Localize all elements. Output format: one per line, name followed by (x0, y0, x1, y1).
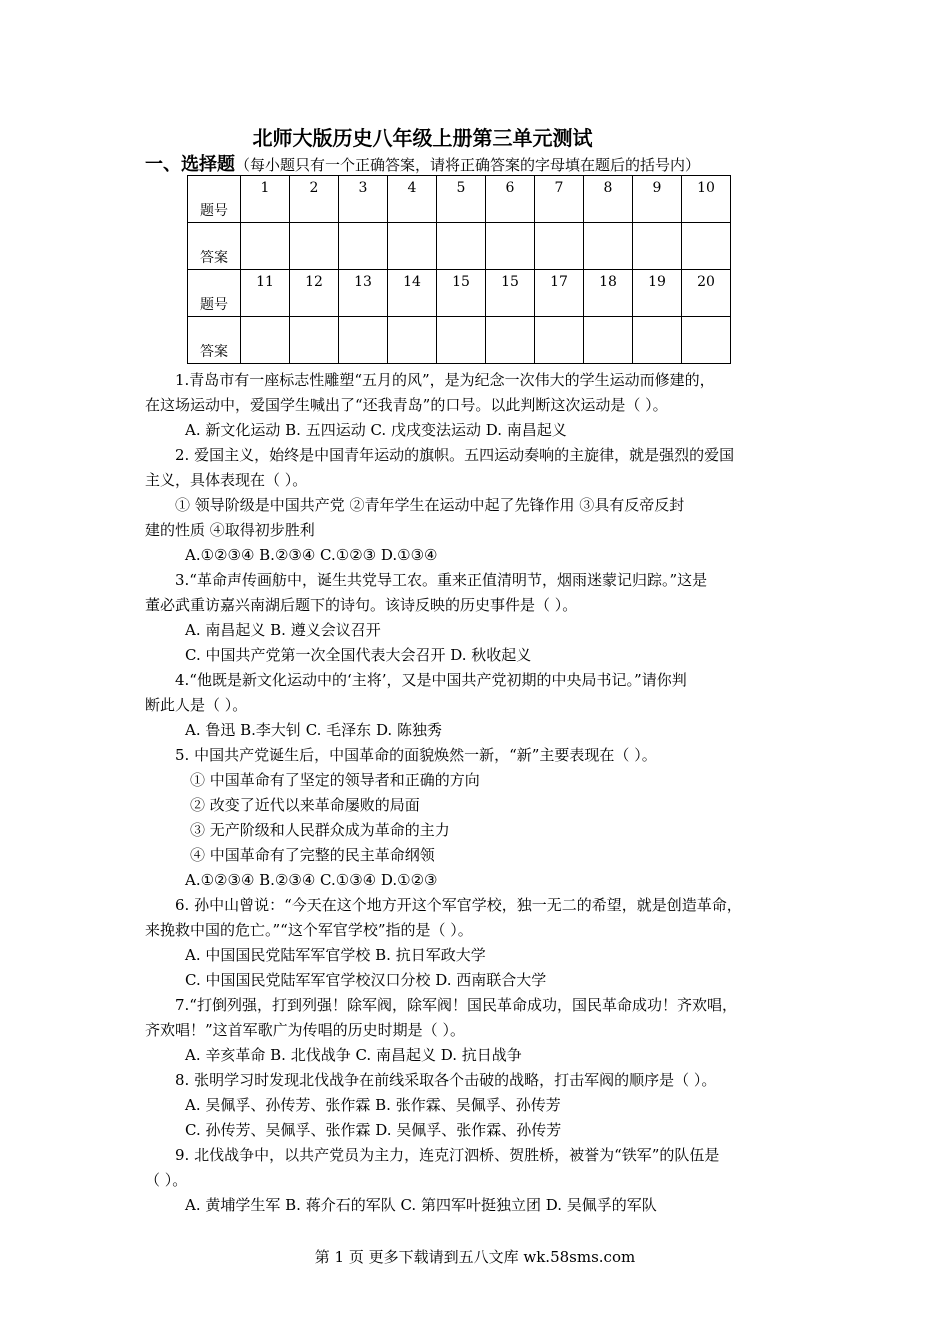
section-instruction: （每小题只有一个正确答案，请将正确答案的字母填在题后的括号内） (235, 156, 701, 174)
row-label-answer: 答案 (188, 317, 241, 364)
row-label-number: 题号 (188, 176, 241, 223)
answer-cell[interactable] (290, 317, 339, 364)
answer-cell[interactable] (682, 223, 731, 270)
answer-table (187, 175, 731, 364)
question-number-cell: 1 (241, 176, 290, 223)
page-title: 北师大版历史八年级上册第三单元测试 (252, 126, 593, 150)
question-line: 5. 中国共产党诞生后，中国革命的面貌焕然一新，“新”主要表现在（ ）。 (175, 746, 657, 764)
row-label-answer: 答案 (188, 223, 241, 270)
question-number-cell: 18 (584, 270, 633, 317)
question-line: 建的性质 ④取得初步胜利 (145, 521, 315, 539)
page-footer: 第 1 页 更多下载请到五八文库 wk.58sms.com (314, 1248, 636, 1266)
question-line: ① 领导阶级是中国共产党 ②青年学生在运动中起了先锋作用 ③具有反帝反封 (175, 496, 685, 514)
question-line: A. 中国国民党陆军军官学校 B. 抗日军政大学 (185, 946, 486, 964)
question-line: ③ 无产阶级和人民群众成为革命的主力 (190, 821, 450, 839)
question-number-cell: 7 (535, 176, 584, 223)
question-number-cell: 13 (339, 270, 388, 317)
question-number-cell: 19 (633, 270, 682, 317)
question-line: ① 中国革命有了坚定的领导者和正确的方向 (190, 771, 480, 789)
answer-cell[interactable] (535, 317, 584, 364)
question-number-cell: 20 (682, 270, 731, 317)
table-row-answers-2 (188, 317, 731, 364)
answer-cell[interactable] (633, 317, 682, 364)
table-row-numbers-1 (188, 176, 731, 223)
question-number-cell: 2 (290, 176, 339, 223)
question-line: A. 鲁迅 B.李大钊 C. 毛泽东 D. 陈独秀 (185, 721, 442, 739)
question-line: （ ）。 (145, 1171, 188, 1189)
answer-cell[interactable] (241, 223, 290, 270)
question-number-cell: 15 (486, 270, 535, 317)
answer-cell[interactable] (584, 317, 633, 364)
answer-cell[interactable] (339, 223, 388, 270)
question-line: A. 吴佩孚、孙传芳、张作霖 B. 张作霖、吴佩孚、孙传芳 (185, 1096, 561, 1114)
answer-cell[interactable] (486, 317, 535, 364)
question-number-cell: 9 (633, 176, 682, 223)
question-line: 9. 北伐战争中，以共产党员为主力，连克汀泗桥、贺胜桥，被誉为“铁军”的队伍是 (175, 1146, 720, 1164)
question-line: A.①②③④ B.②③④ C.①②③ D.①③④ (185, 546, 438, 564)
question-line: 7.“打倒列强，打到列强！除军阀，除军阀！国民革命成功，国民革命成功！齐欢唱， (175, 996, 737, 1014)
question-line: A. 辛亥革命 B. 北伐战争 C. 南昌起义 D. 抗日战争 (185, 1046, 522, 1064)
question-line: 主义，具体表现在（ ）。 (145, 471, 308, 489)
answer-cell[interactable] (633, 223, 682, 270)
question-line: 3.“革命声传画舫中，诞生共党导工农。重来正值清明节，烟雨迷蒙记归踪。”这是 (175, 571, 708, 589)
question-number-cell: 12 (290, 270, 339, 317)
table-row-answers-1 (188, 223, 731, 270)
question-line: A. 黄埔学生军 B. 蒋介石的军队 C. 第四军叶挺独立团 D. 吴佩孚的军队 (185, 1196, 657, 1214)
question-line: A.①②③④ B.②③④ C.①③④ D.①②③ (185, 871, 438, 889)
question-number-cell: 15 (437, 270, 486, 317)
answer-cell[interactable] (584, 223, 633, 270)
question-line: C. 中国共产党第一次全国代表大会召开 D. 秋收起义 (185, 646, 532, 664)
question-line: 断此人是（ ）。 (145, 696, 248, 714)
answer-cell[interactable] (437, 223, 486, 270)
question-line: 董必武重访嘉兴南湖后题下的诗句。该诗反映的历史事件是（ ）。 (145, 596, 578, 614)
question-line: ④ 中国革命有了完整的民主革命纲领 (190, 846, 435, 864)
table-row-numbers-2 (188, 270, 731, 317)
question-line: 6. 孙中山曾说：“今天在这个地方开这个军官学校，独一无二的希望，就是创造革命， (175, 896, 742, 914)
question-number-cell: 3 (339, 176, 388, 223)
question-line: 4.“他既是新文化运动中的‘主将’，又是中国共产党初期的中央局书记。”请你判 (175, 671, 687, 689)
question-number-cell: 6 (486, 176, 535, 223)
question-number-cell: 8 (584, 176, 633, 223)
answer-cell[interactable] (437, 317, 486, 364)
question-line: 来挽救中国的危亡。”“这个军官学校”指的是（ ）。 (145, 921, 473, 939)
question-list (145, 368, 810, 1218)
question-line: 8. 张明学习时发现北伐战争在前线采取各个击破的战略，打击军阀的顺序是（ ）。 (175, 1071, 717, 1089)
question-number-cell: 11 (241, 270, 290, 317)
question-line: A. 南昌起义 B. 遵义会议召开 (185, 621, 381, 639)
answer-cell[interactable] (486, 223, 535, 270)
question-line: 2. 爱国主义，始终是中国青年运动的旗帜。五四运动奏响的主旋律，就是强烈的爱国 (175, 446, 735, 464)
question-number-cell: 14 (388, 270, 437, 317)
question-line: 在这场运动中，爱国学生喊出了“还我青岛”的口号。以此判断这次运动是（ ）。 (145, 396, 668, 414)
question-line: C. 中国国民党陆军军官学校汉口分校 D. 西南联合大学 (185, 971, 547, 989)
answer-cell[interactable] (290, 223, 339, 270)
answer-cell[interactable] (388, 223, 437, 270)
answer-cell[interactable] (682, 317, 731, 364)
answer-cell[interactable] (339, 317, 388, 364)
row-label-number: 题号 (188, 270, 241, 317)
question-line: 齐欢唱！”这首军歌广为传唱的历史时期是（ ）。 (145, 1021, 465, 1039)
section-heading (145, 150, 700, 176)
question-number-cell: 10 (682, 176, 731, 223)
question-line: A. 新文化运动 B. 五四运动 C. 戊戌变法运动 D. 南昌起义 (185, 421, 567, 439)
question-number-cell: 5 (437, 176, 486, 223)
answer-cell[interactable] (535, 223, 584, 270)
answer-cell[interactable] (241, 317, 290, 364)
question-number-cell: 4 (388, 176, 437, 223)
question-line: 1.青岛市有一座标志性雕塑“五月的风”，是为纪念一次伟大的学生运动而修建的， (175, 371, 715, 389)
question-number-cell: 17 (535, 270, 584, 317)
question-line: ② 改变了近代以来革命屡败的局面 (190, 796, 420, 814)
section-title: 一、选择题 (145, 154, 235, 175)
answer-cell[interactable] (388, 317, 437, 364)
question-line: C. 孙传芳、吴佩孚、张作霖 D. 吴佩孚、张作霖、孙传芳 (185, 1121, 562, 1139)
